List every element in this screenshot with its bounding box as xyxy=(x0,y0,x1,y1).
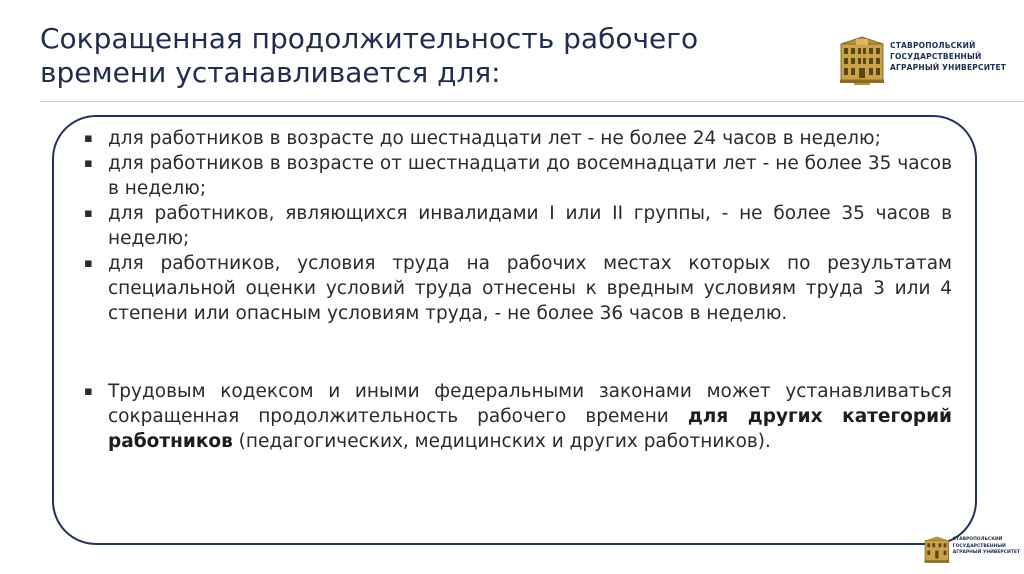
title-divider xyxy=(40,101,1024,102)
slide-title-line2: времени устанавливается для: xyxy=(40,56,501,89)
slide-title-line1: Сокращенная продолжительность рабочего xyxy=(40,22,699,55)
bullet-icon: ▪ xyxy=(84,384,93,399)
footer-logo xyxy=(924,536,1020,568)
list-item xyxy=(78,126,952,151)
bullet-icon: ▪ xyxy=(84,131,93,146)
list-item-text: для работников в возрасте от шестнадцати до восемнадцати лет - не более 35 часов в неделю; xyxy=(108,153,952,199)
logo-line2: ГОСУДАРСТВЕННЫЙ xyxy=(890,52,982,61)
footer-logo-text xyxy=(953,537,1020,557)
university-building-small-icon xyxy=(924,536,950,564)
list-item-text: для работников в возрасте до шестнадцати лет - не более 24 часов в неделю; xyxy=(108,128,881,149)
university-logo xyxy=(840,36,1010,88)
bullet-icon: ▪ xyxy=(84,256,93,271)
slide-title xyxy=(40,22,800,90)
logo-line3: АГРАРНЫЙ УНИВЕРСИТЕТ xyxy=(890,63,1007,72)
list-item xyxy=(78,251,952,326)
conditions-list xyxy=(78,126,952,454)
logo-text xyxy=(890,40,1006,73)
bullet-icon: ▪ xyxy=(84,206,93,221)
list-item-other-categories xyxy=(78,379,952,454)
list-item-text-post: (педагогических, медицинских и других работников). xyxy=(232,431,771,452)
bullet-icon: ▪ xyxy=(84,156,93,171)
list-item-text: для работников, условия труда на рабочих местах которых по результатам специальной оценки условий труда отнесены к вредным условиям труда 3 или 4 степени или опасным условиям труда, - не более 36 часов в неделю. xyxy=(108,253,952,324)
list-item xyxy=(78,151,952,201)
university-building-icon xyxy=(840,36,884,86)
footer-logo-line1: СТАВРОПОЛЬСКИЙ xyxy=(952,537,1003,542)
list-item-text-bold: для других категорий работников xyxy=(108,406,952,452)
list-item-text: для работников, являющихся инвалидами I или II группы, - не более 35 часов в неделю; xyxy=(108,203,952,249)
list-item-text-pre: Трудовым кодексом и иными федеральными законами может устанавливаться сокращенная продолжительность рабочего времени xyxy=(108,381,952,427)
footer-logo-line2: ГОСУДАРСТВЕННЫЙ xyxy=(952,543,1006,549)
logo-line1: СТАВРОПОЛЬСКИЙ xyxy=(890,41,976,50)
list-item xyxy=(78,201,952,251)
footer-logo-line3: АГРАРНЫЙ УНИВЕРСИТЕТ xyxy=(952,550,1020,555)
